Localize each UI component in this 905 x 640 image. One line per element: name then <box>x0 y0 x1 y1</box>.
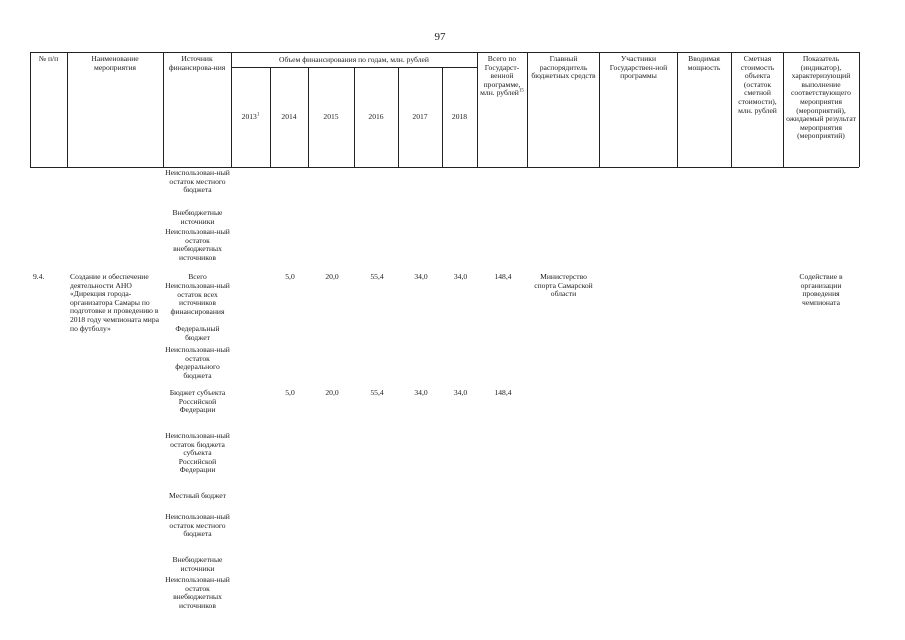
value-2014: 5,0 <box>285 272 295 281</box>
value-2015: 20,0 <box>325 388 339 397</box>
page-number: 97 <box>434 31 446 43</box>
header-year-2018: 2018 <box>451 112 468 121</box>
source-cell: Местный бюджет <box>169 491 226 500</box>
header-manager: Главный распорядитель бюджетных средств <box>531 54 596 81</box>
source-subject-budget: Бюджет субъекта Российской Федерации <box>169 388 226 415</box>
source-cell: Неиспользован-ный остаток внебюджетных источников <box>165 227 230 262</box>
source-cell: Неиспользован-ный остаток бюджета субъекта Российской Федерации <box>165 431 230 475</box>
header-year-2013: 2013$^1$ <box>241 112 260 121</box>
value-2016: 55,4 <box>370 388 384 397</box>
value-2015: 20,0 <box>325 272 339 281</box>
header-year-2015: 2015 <box>323 112 339 121</box>
source-total: Всего <box>188 272 207 281</box>
header-estimate: Сметная стоимость объекта (остаток сметной стоимости), млн. рублей <box>738 54 777 115</box>
source-cell: Внебюджетные источники <box>172 208 223 226</box>
source-cell: Неиспользован-ный остаток федерального бюджета <box>165 345 230 380</box>
row-manager: Министерство спорта Самарской области <box>534 272 593 299</box>
value-total: 148,4 <box>494 272 512 281</box>
header-capacity: Вводимая мощность <box>687 54 721 72</box>
header-year-2016: 2016 <box>368 112 384 121</box>
header-year-2014: 2014 <box>281 112 297 121</box>
value-2017: 34,0 <box>414 272 428 281</box>
header-num: № п/п <box>38 54 59 63</box>
source-cell: Неиспользован-ный остаток внебюджетных источников <box>165 575 230 610</box>
header-year-2017: 2017 <box>412 112 428 121</box>
row-indicator: Содействие в организации проведения чемпионата <box>799 272 843 307</box>
source-cell: Федеральный бюджет <box>175 324 220 342</box>
source-cell: Неиспользован-ный остаток всех источников финансирования <box>165 281 230 316</box>
source-cell: Неиспользован-ный остаток местного бюджета <box>165 512 230 539</box>
value-total: 148,4 <box>494 388 512 397</box>
header-name: Наименование мероприятия <box>91 54 139 72</box>
value-2017: 34,0 <box>414 388 428 397</box>
value-2014: 5,0 <box>285 388 295 397</box>
header-participants: Участники Государствен-ной программы <box>609 54 668 81</box>
row-number: 9.4. <box>33 272 45 281</box>
header-source: Источник финансирова-ния <box>168 54 226 72</box>
row-name: Создание и обеспечение деятельности АНО «Дирекция города-организатора Самары по подготовке и проведению в 2018 году чемпионата мира по футболу» <box>70 272 160 333</box>
value-2018: 34,0 <box>453 388 468 397</box>
header-indicator: Показатель (индикатор), характеризующий выполнение соответствующего мероприятия (мероприятий), ожидаемый результат мероприятия (мероприятий) <box>786 54 856 141</box>
value-2018: 34,0 <box>453 272 468 281</box>
source-cell: Неиспользован-ный остаток местного бюджета <box>165 168 230 195</box>
value-2016: 55,4 <box>370 272 384 281</box>
source-cell: Внебюджетные источники <box>172 555 223 573</box>
header-funding-group: Объем финансирования по годам, млн. рублей <box>279 55 429 64</box>
header-total: Всего по Государст-венной программе, млн. рублей$^{15}$ <box>480 54 524 98</box>
